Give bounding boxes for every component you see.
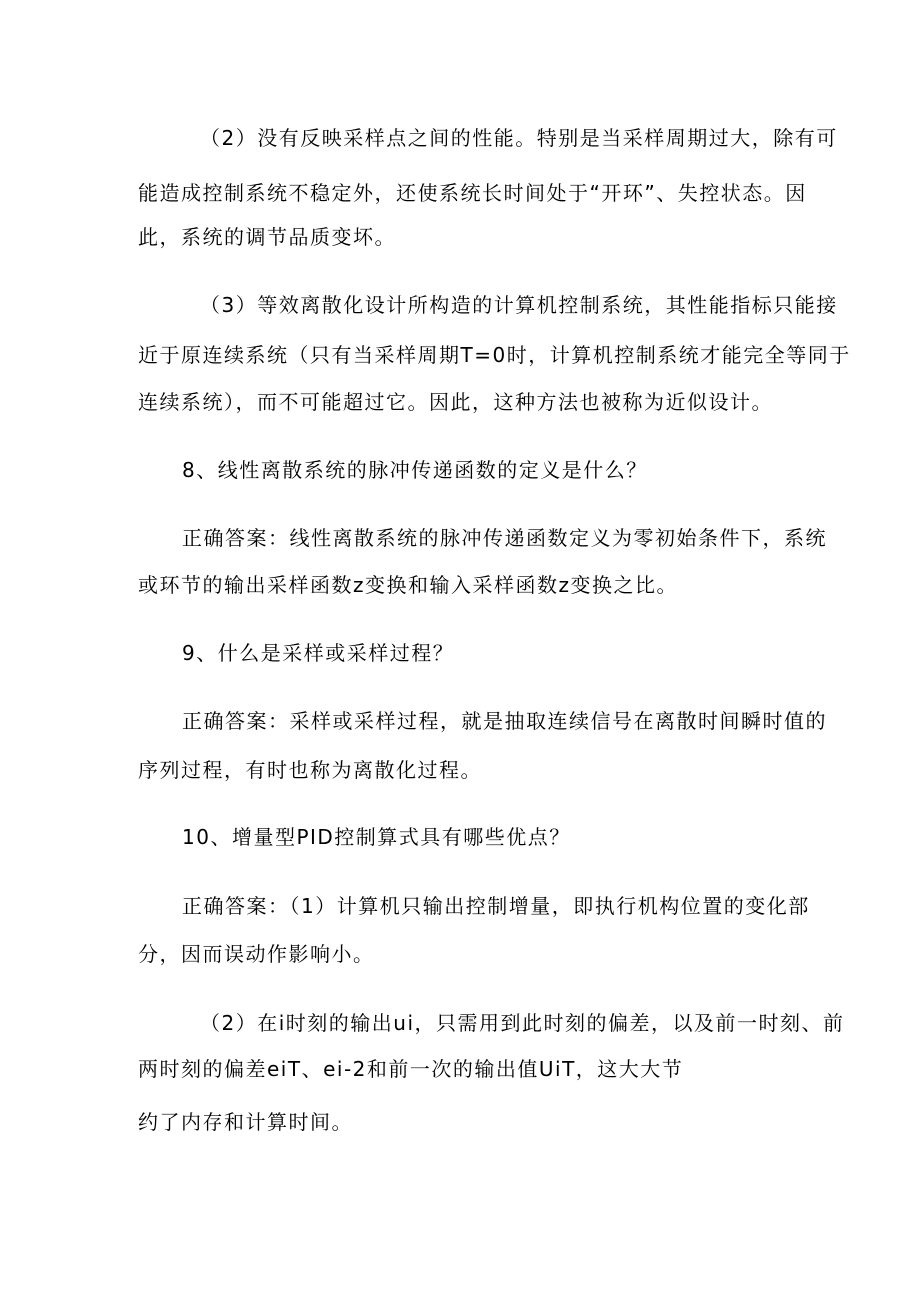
- paragraph-line: 近于原连续系统（只有当采样周期T=0时，计算机控制系统才能完全等同于: [138, 343, 851, 367]
- paragraph-line: 连续系统），而不可能超过它。因此，这种方法也被称为近似设计。: [138, 390, 773, 414]
- answer-line: 正确答案：采样或采样过程，就是抽取连续信号在离散时间瞬时值的: [182, 709, 827, 733]
- answer-line: 两时刻的偏差eiT、ei-2和前一次的输出值UiT，这大大节: [138, 1057, 684, 1081]
- answer-line: 分，因而误动作影响小。: [138, 942, 375, 966]
- answer-line: 正确答案：线性离散系统的脉冲传递函数定义为零初始条件下，系统: [182, 526, 827, 550]
- question-heading: 9、什么是采样或采样过程？: [182, 641, 455, 665]
- answer-line: 序列过程，有时也称为离散化过程。: [138, 758, 482, 782]
- answer-line: 正确答案：（1）计算机只输出控制增量，即执行机构位置的变化部: [182, 894, 810, 918]
- answer-line: （2）在i时刻的输出ui，只需用到此时刻的偏差，以及前一时刻、前: [200, 1011, 845, 1035]
- paragraph-line: （3）等效离散化设计所构造的计算机控制系统，其性能指标只能接: [200, 293, 838, 317]
- paragraph-line: 能造成控制系统不稳定外，还使系统长时间处于“开环”、失控状态。因: [138, 181, 807, 205]
- answer-line: 约了内存和计算时间。: [138, 1110, 353, 1134]
- paragraph-line: 此，系统的调节品质变坏。: [138, 225, 396, 249]
- answer-line: 或环节的输出采样函数z变换和输入采样函数z变换之比。: [138, 573, 678, 597]
- paragraph-line: （2）没有反映采样点之间的性能。特别是当采样周期过大，除有可: [200, 126, 838, 150]
- question-heading: 8、线性离散系统的脉冲传递函数的定义是什么？: [182, 458, 648, 482]
- question-heading: 10、增量型PID控制算式具有哪些优点？: [182, 825, 571, 849]
